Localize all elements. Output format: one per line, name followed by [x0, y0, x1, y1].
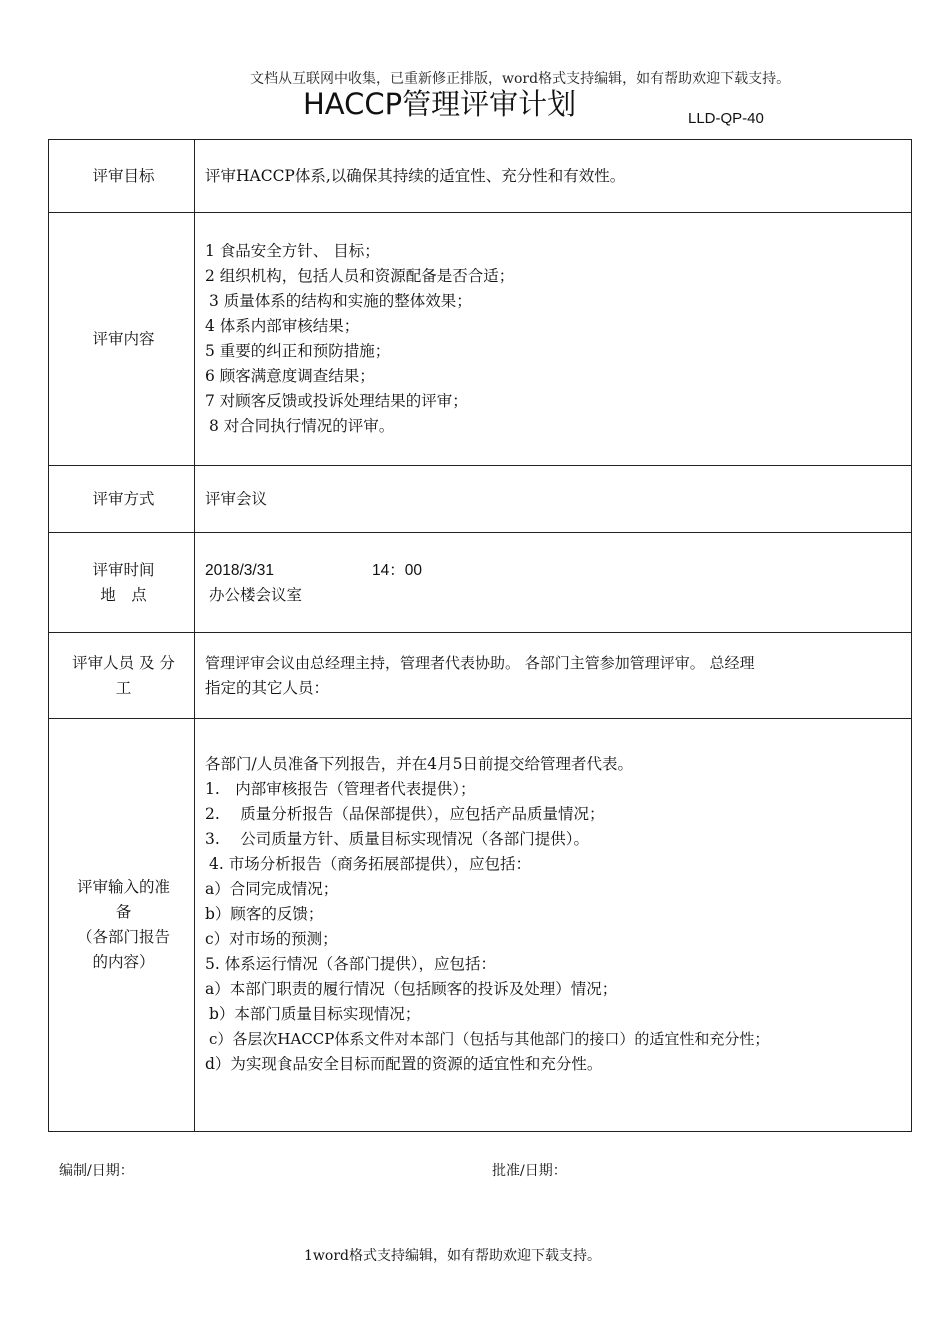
staff-label-line: 评审人员 及 分	[72, 653, 175, 672]
review-plan-table	[48, 139, 912, 1132]
content-item: 1 食品安全方针、 目标；	[205, 242, 380, 260]
input-value	[195, 719, 912, 1132]
place-label: 地 点	[100, 585, 147, 604]
content-item: 5 重要的纠正和预防措施；	[205, 342, 391, 360]
staff-label	[49, 633, 195, 719]
input-item: d）为实现食品安全目标而配置的资源的适宜性和充分性。	[205, 1054, 603, 1073]
content-item: 4 体系内部审核结果；	[205, 317, 360, 335]
content-label: 评审内容	[49, 213, 195, 466]
input-label-line: 的内容）	[92, 953, 155, 971]
input-item: b）顾客的反馈；	[205, 904, 324, 923]
time-place-value	[195, 533, 912, 633]
row-input	[49, 719, 912, 1132]
staff-text-line: 指定的其它人员：	[205, 678, 330, 697]
input-item: 4. 市场分析报告（商务拓展部提供），应包括：	[209, 854, 531, 873]
staff-text-line: 管理评审会议由总经理主持，管理者代表协助。 各部门主管参加管理评审。 总经理	[205, 653, 755, 672]
row-content	[49, 213, 912, 466]
review-time: 14：00	[371, 561, 422, 579]
staff-label-line: 工	[115, 678, 132, 697]
content-item: 2 组织机构，包括人员和资源配备是否合适；	[205, 267, 515, 285]
row-method	[49, 466, 912, 533]
method-label: 评审方式	[49, 466, 195, 533]
content-item: 8 对合同执行情况的评审。	[209, 417, 395, 435]
review-place: 办公楼会议室	[209, 585, 303, 604]
input-item: b）本部门质量目标实现情况；	[209, 1004, 421, 1023]
input-label-line: 备	[115, 903, 132, 921]
objective-value: 评审HACCP体系,以确保其持续的适宜性、充分性和有效性。	[195, 140, 912, 213]
input-item: 2. 质量分析报告（品保部提供），应包括产品质量情况；	[205, 804, 605, 823]
row-time-place	[49, 533, 912, 633]
content-value	[195, 213, 912, 466]
staff-value	[195, 633, 912, 719]
input-label	[49, 719, 195, 1132]
content-item: 3 质量体系的结构和实施的整体效果；	[209, 292, 472, 310]
prepared-by-label: 编制/日期：	[59, 1163, 134, 1179]
input-item: 各部门/人员准备下列报告，并在4月5日前提交给管理者代表。	[205, 754, 633, 773]
time-label: 评审时间	[92, 560, 155, 579]
footer-note: 1word格式支持编辑，如有帮助欢迎下载支持。	[304, 1248, 601, 1264]
content-item: 6 顾客满意度调查结果；	[205, 367, 375, 385]
review-date: 2018/3/31	[205, 561, 274, 579]
input-item: c）对市场的预测；	[205, 929, 338, 948]
time-place-label	[49, 533, 195, 633]
document-code: LLD-QP-40	[688, 110, 764, 127]
row-staff	[49, 633, 912, 719]
input-item: a）本部门职责的履行情况（包括顾客的投诉及处理）情况；	[205, 979, 618, 998]
input-item: 3. 公司质量方针、质量目标实现情况（各部门提供）。	[205, 829, 589, 848]
top-note: 文档从互联网中收集，已重新修正排版，word格式支持编辑，如有帮助欢迎下载支持。	[250, 71, 791, 87]
input-item: 5. 体系运行情况（各部门提供），应包括：	[205, 954, 496, 973]
document-title: HACCP管理评审计划	[303, 87, 577, 121]
input-item: a）合同完成情况；	[205, 879, 339, 898]
input-item: 1. 内部审核报告（管理者代表提供）；	[205, 779, 476, 798]
objective-label: 评审目标	[49, 140, 195, 213]
approved-by-label: 批准/日期：	[492, 1163, 567, 1179]
row-objective	[49, 140, 912, 213]
input-item: c）各层次HACCP体系文件对本部门（包括与其他部门的接口）的适宜性和充分性；	[209, 1029, 770, 1048]
method-value: 评审会议	[195, 466, 912, 533]
input-label-line: 评审输入的准	[76, 878, 170, 896]
date-time-line	[205, 558, 905, 583]
content-item: 7 对顾客反馈或投诉处理结果的评审；	[205, 392, 468, 410]
input-label-line: （各部门报告	[76, 928, 170, 946]
